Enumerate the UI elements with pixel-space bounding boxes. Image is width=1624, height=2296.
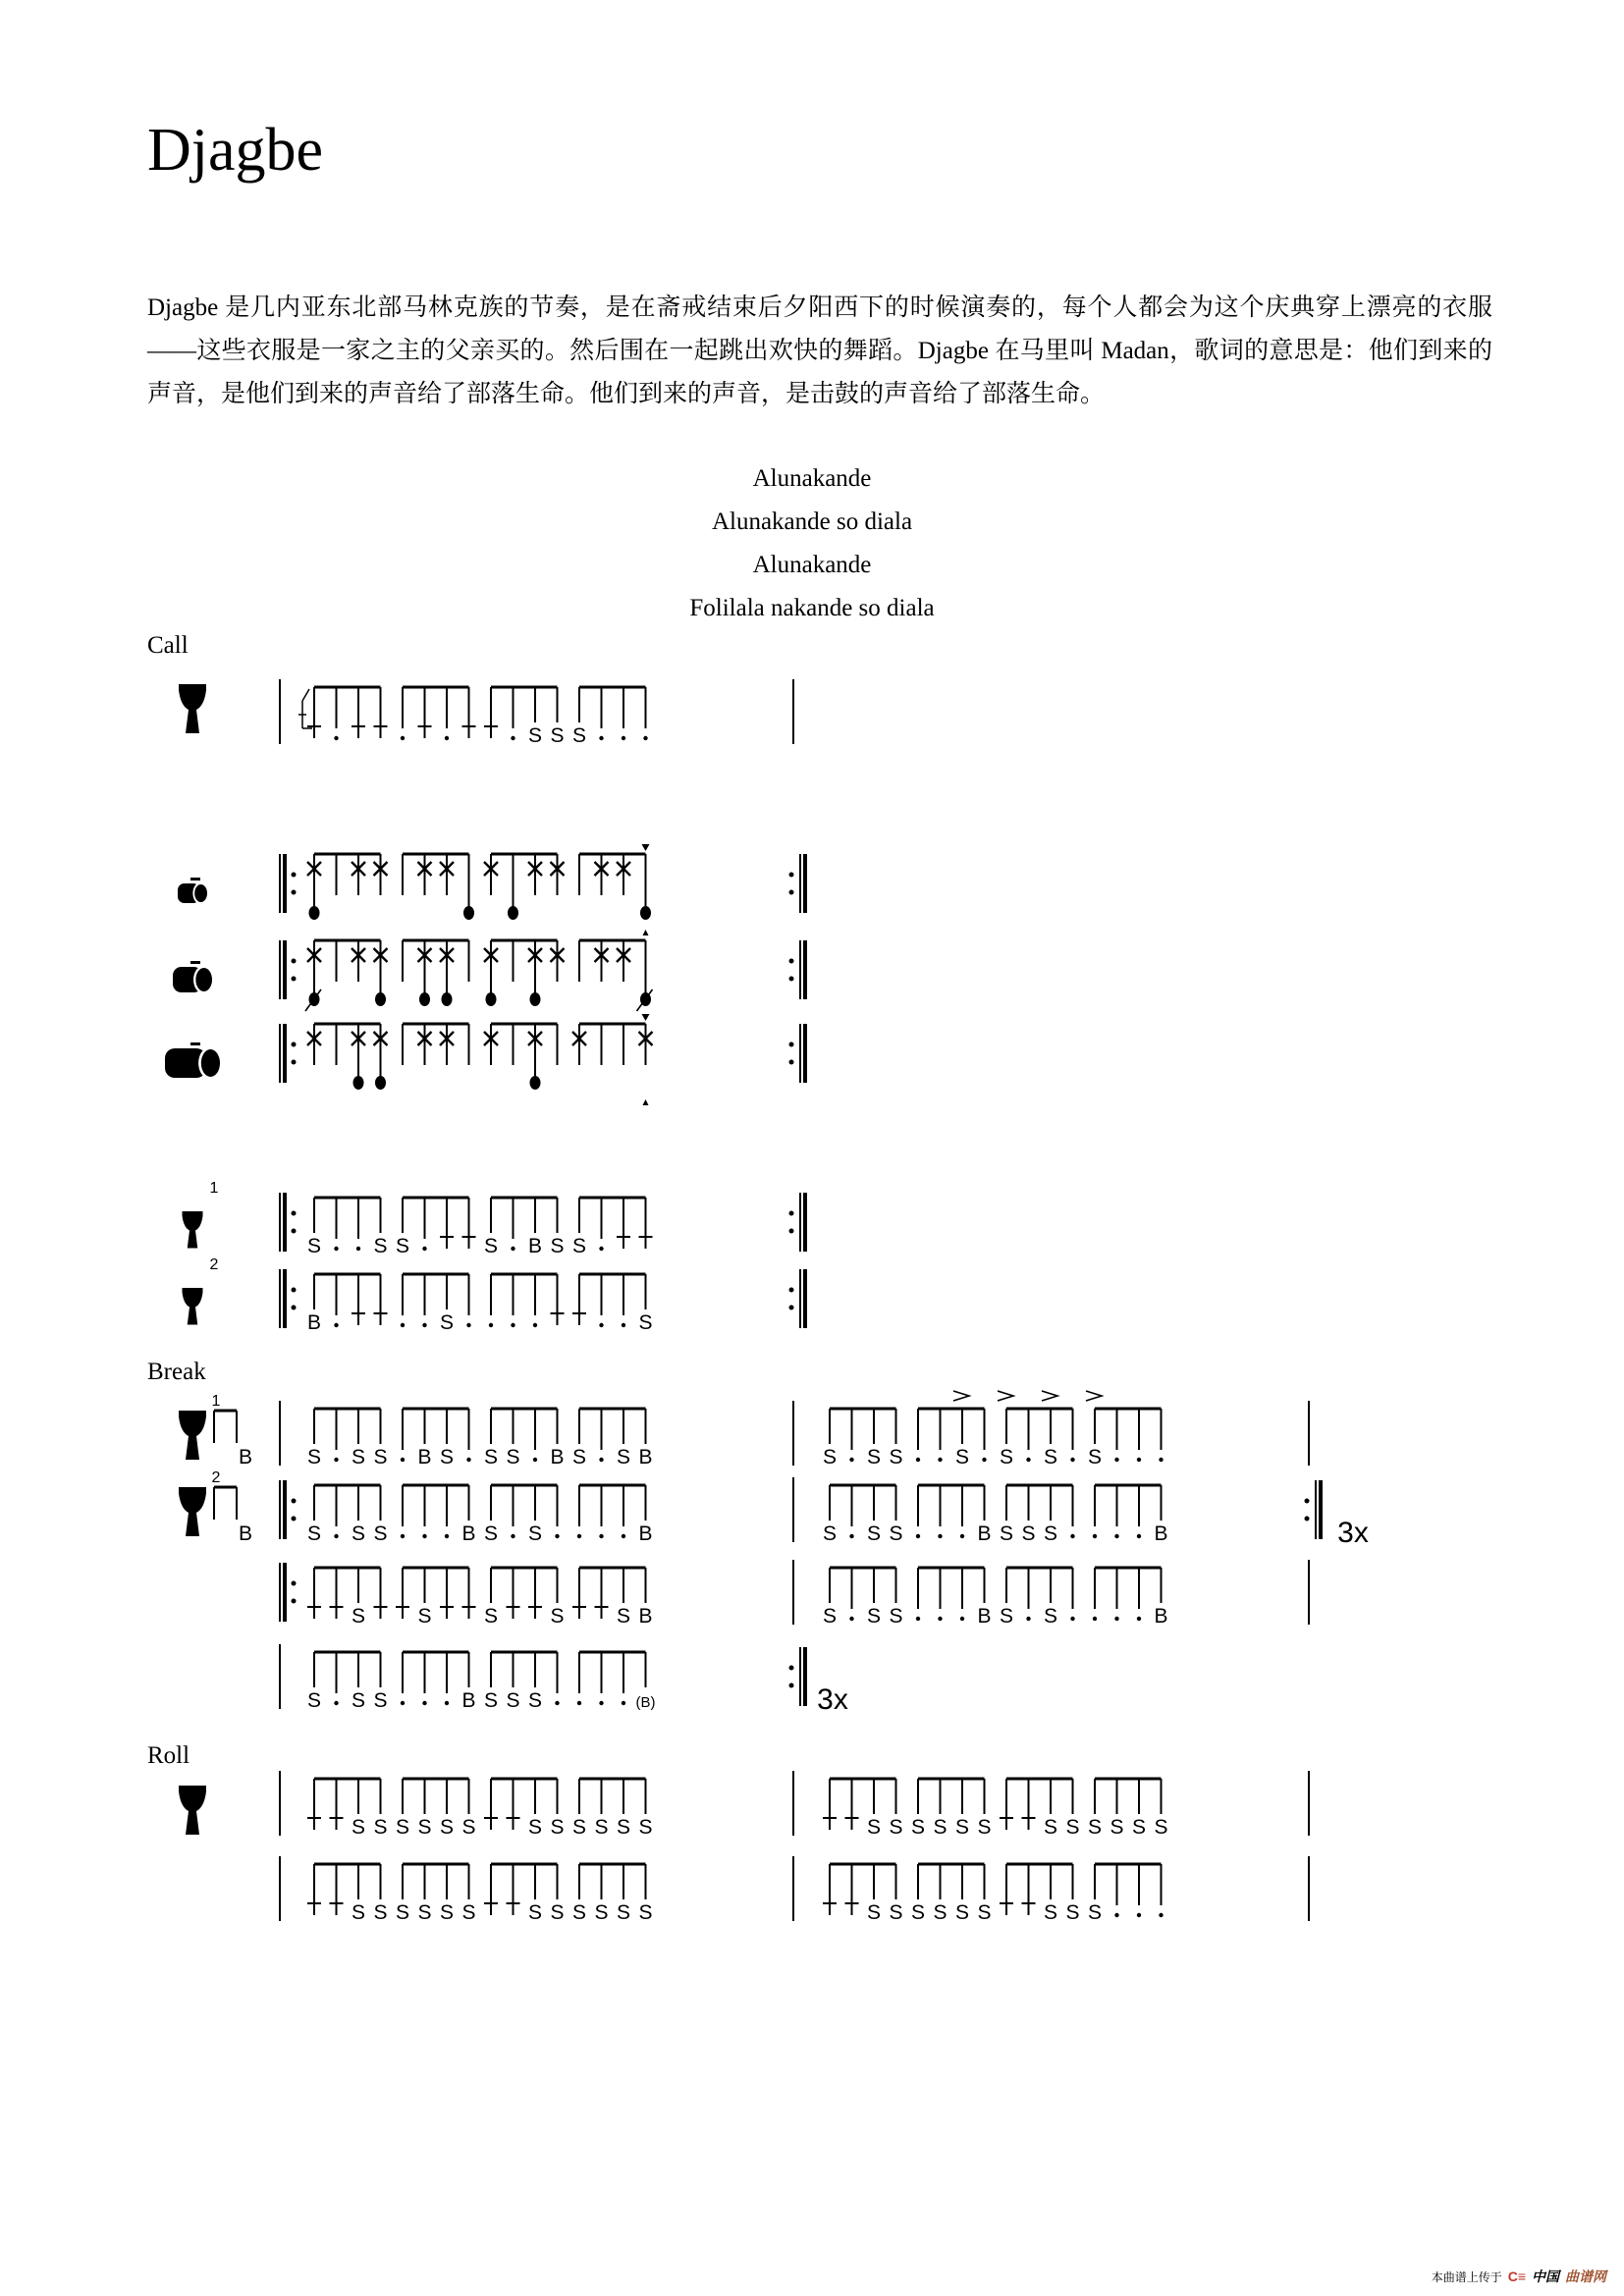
lyric-line: Folilala nakande so diala <box>689 595 935 621</box>
stroke-b: B <box>527 1235 543 1257</box>
stroke-s: S <box>395 1235 410 1257</box>
rest-dot <box>334 1534 338 1538</box>
stroke-s: S <box>1065 1901 1080 1924</box>
rest-dot <box>1070 1617 1074 1621</box>
stroke-s: S <box>889 1816 903 1839</box>
stroke-s: S <box>550 1816 565 1839</box>
stroke-s: S <box>822 1446 838 1468</box>
marker-up <box>643 1099 649 1105</box>
rest-dot <box>334 1701 338 1705</box>
stroke-s: S <box>571 1235 587 1257</box>
rest-dot <box>622 1323 625 1327</box>
accent-mark <box>953 1391 969 1401</box>
section-roll-label: Roll <box>147 1742 190 1769</box>
stroke-s: S <box>351 1816 366 1839</box>
stroke-s: S <box>999 1522 1014 1545</box>
stroke-s: S <box>822 1522 838 1545</box>
djembe-icon <box>179 1411 206 1460</box>
stroke-s: S <box>889 1901 903 1924</box>
stroke-b: B <box>1154 1522 1168 1545</box>
stroke-s: S <box>527 1689 543 1712</box>
rest-dot <box>555 1701 559 1705</box>
rest-dot <box>1114 1913 1118 1917</box>
stroke-b: B <box>238 1446 253 1468</box>
accent-mark <box>1086 1391 1102 1401</box>
stroke-s: S <box>351 1689 366 1712</box>
rest-dot <box>1093 1617 1097 1621</box>
stroke-s: S <box>1065 1816 1080 1839</box>
rest-dot <box>445 736 449 740</box>
stroke-s: S <box>954 1446 970 1468</box>
open-note <box>375 1076 386 1090</box>
rest-dot <box>511 736 514 740</box>
stroke-s: S <box>373 1816 388 1839</box>
stroke-s: S <box>571 1816 587 1839</box>
section-call-label: Call <box>147 632 189 659</box>
stroke-s: S <box>483 1235 499 1257</box>
open-note <box>309 906 320 920</box>
rest-dot <box>1026 1458 1030 1462</box>
break-row-1 <box>179 1391 1309 1468</box>
dundun-row-sangban <box>173 940 805 1011</box>
open-note <box>530 1076 541 1090</box>
stroke-s: S <box>594 1816 609 1839</box>
stroke-s: S <box>1043 1901 1058 1924</box>
stroke-s: S <box>483 1522 499 1545</box>
stroke-s: S <box>571 1901 587 1924</box>
rest-dot <box>1137 1913 1141 1917</box>
stroke-s: S <box>866 1522 882 1545</box>
djembe-part-1 <box>183 1180 806 1257</box>
stroke-s: S <box>1087 1901 1103 1924</box>
stroke-b: B <box>1154 1605 1168 1628</box>
stroke-s: S <box>306 1446 322 1468</box>
marker-up <box>643 930 649 935</box>
stroke-s: S <box>506 1689 520 1712</box>
stroke-s: S <box>306 1522 322 1545</box>
stroke-s: S <box>439 1311 455 1334</box>
stroke-s: S <box>616 1605 631 1628</box>
stroke-s: S <box>933 1816 947 1839</box>
rest-dot <box>849 1458 853 1462</box>
marker-down <box>642 844 650 851</box>
rest-dot <box>643 736 647 740</box>
stroke-s: S <box>550 1235 565 1257</box>
rest-dot <box>1137 1534 1141 1538</box>
stroke-s: S <box>439 1901 455 1924</box>
rest-dot <box>533 1323 537 1327</box>
stroke-s: S <box>1043 1816 1058 1839</box>
rest-dot <box>1070 1534 1074 1538</box>
rest-dot <box>960 1617 964 1621</box>
stroke-b: B <box>306 1311 322 1334</box>
rest-dot <box>577 1701 581 1705</box>
rest-dot <box>356 1247 360 1251</box>
rest-dot <box>555 1534 559 1538</box>
open-note <box>419 992 430 1006</box>
rest-dot <box>599 1458 603 1462</box>
rest-dot <box>622 1534 625 1538</box>
stroke-s: S <box>977 1816 992 1839</box>
stroke-s: S <box>571 724 587 747</box>
rest-dot <box>1114 1617 1118 1621</box>
djembe-icon <box>183 1288 203 1325</box>
stroke-s: S <box>351 1605 366 1628</box>
part-number: 1 <box>209 1180 219 1197</box>
stroke-s: S <box>439 1816 455 1839</box>
page-title: Djagbe <box>147 117 324 184</box>
rest-dot <box>622 1701 625 1705</box>
brand-logo-icon: C≡ <box>1507 2269 1526 2284</box>
stroke-b: B <box>550 1446 565 1468</box>
roll-row-1 <box>179 1771 1309 1839</box>
stroke-s: S <box>1154 1816 1168 1839</box>
stroke-s: S <box>550 1605 565 1628</box>
stroke-s: S <box>954 1901 970 1924</box>
stroke-b: B <box>977 1522 992 1545</box>
rest-dot <box>334 736 338 740</box>
part-number: 2 <box>211 1469 221 1486</box>
lyric-line: Alunakande <box>752 552 872 578</box>
stroke-s: S <box>638 1311 653 1334</box>
stroke-s: S <box>616 1816 631 1839</box>
stroke-b: B <box>461 1689 476 1712</box>
stroke-s: S <box>571 1446 587 1468</box>
stroke-s: S <box>866 1901 882 1924</box>
part-number: 2 <box>209 1256 219 1273</box>
rest-dot <box>960 1534 964 1538</box>
break-row-2 <box>179 1469 1369 1549</box>
stroke-b: B <box>638 1446 653 1468</box>
stroke-s: S <box>417 1901 432 1924</box>
stroke-s: S <box>527 1522 543 1545</box>
stroke-s: S <box>866 1446 882 1468</box>
rest-dot <box>1093 1534 1097 1538</box>
rest-dot <box>401 1458 405 1462</box>
stroke-s: S <box>351 1446 366 1468</box>
rest-dot <box>422 1534 426 1538</box>
rest-dot <box>1137 1458 1141 1462</box>
stroke-s: S <box>550 724 565 747</box>
stroke-s: S <box>395 1816 410 1839</box>
open-note <box>486 992 497 1006</box>
stroke-s: S <box>999 1446 1014 1468</box>
rest-dot <box>599 1323 603 1327</box>
rest-dot <box>466 1458 470 1462</box>
rest-dot <box>401 1701 405 1705</box>
brand-name-b: 曲谱网 <box>1565 2269 1606 2284</box>
rest-dot <box>599 1534 603 1538</box>
open-note <box>442 992 453 1006</box>
stroke-s: S <box>461 1901 476 1924</box>
lyric-line: Alunakande so diala <box>711 508 913 535</box>
stroke-b: B <box>977 1605 992 1628</box>
rest-dot <box>511 1323 514 1327</box>
stroke-s: S <box>373 1446 388 1468</box>
rest-dot <box>511 1534 514 1538</box>
marker-down <box>642 1014 650 1021</box>
stroke-s: S <box>461 1816 476 1839</box>
stroke-s: S <box>306 1689 322 1712</box>
repeat-count: 3x <box>817 1683 848 1716</box>
dundun-row-doundounba <box>165 1014 805 1105</box>
stroke-s: S <box>373 1522 388 1545</box>
stroke-s: S <box>999 1605 1014 1628</box>
rest-dot <box>511 1247 514 1251</box>
djembe-icon <box>179 1487 206 1536</box>
brand-name-a: 中国 <box>1532 2269 1559 2284</box>
rest-dot <box>422 1247 426 1251</box>
rest-dot <box>1070 1458 1074 1462</box>
roll-row-2 <box>280 1856 1309 1924</box>
open-note <box>375 992 386 1006</box>
rest-dot <box>599 736 603 740</box>
stroke-s: S <box>889 1522 903 1545</box>
rest-dot <box>489 1323 493 1327</box>
stroke-s: S <box>910 1816 926 1839</box>
stroke-s: S <box>527 1816 543 1839</box>
rest-dot <box>533 1458 537 1462</box>
stroke-b: B <box>638 1522 653 1545</box>
stroke-s: S <box>1043 1605 1058 1628</box>
accent-mark <box>998 1391 1013 1401</box>
stroke-s: S <box>417 1605 432 1628</box>
open-note <box>508 906 518 920</box>
djembe-part-2 <box>183 1256 806 1334</box>
section-break-label: Break <box>147 1359 206 1385</box>
intro-paragraph: Djagbe 是几内亚东北部马林克族的节奏，是在斋戒结束后夕阳西下的时候演奏的，每个人都会为这个庆典穿上漂亮的衣服——这些衣服是一家之主的父亲买的。然后围在一起跳出欢快的舞蹈。Djagbe 在马里叫 Madan，歌词的意思是：他们到来的声音，是他们到来的声音给了部落生命。他们到来的声音，是击鼓的声音给了部落生命。 <box>147 294 1492 407</box>
rest-dot <box>1114 1458 1118 1462</box>
rest-dot <box>445 1701 449 1705</box>
rest-dot <box>1159 1458 1163 1462</box>
rest-dot <box>401 1534 405 1538</box>
stroke-s: S <box>483 1605 499 1628</box>
stroke-s: S <box>933 1901 947 1924</box>
rest-dot <box>938 1534 942 1538</box>
accent-mark <box>1042 1391 1057 1401</box>
sangban-icon <box>173 961 213 993</box>
djembe-icon <box>179 684 206 733</box>
stroke-s: S <box>306 1235 322 1257</box>
rest-dot <box>445 1534 449 1538</box>
stroke-b: B <box>417 1446 432 1468</box>
stroke-s: S <box>1087 1446 1103 1468</box>
stroke-s: S <box>889 1605 903 1628</box>
doundounba-icon <box>165 1042 221 1079</box>
stroke-s: S <box>866 1605 882 1628</box>
footer-credit <box>1432 2267 1606 2286</box>
stroke-b: B <box>238 1522 253 1545</box>
uploaded-label: 本曲谱上传于 <box>1431 2269 1502 2284</box>
stroke-b: (B) <box>635 1694 656 1711</box>
stroke-s: S <box>527 1901 543 1924</box>
rest-dot <box>599 1701 603 1705</box>
stroke-s: S <box>616 1901 631 1924</box>
rest-dot <box>577 1534 581 1538</box>
rest-dot <box>334 1247 338 1251</box>
stroke-s: S <box>1131 1816 1147 1839</box>
stroke-s: S <box>1110 1816 1124 1839</box>
call-row <box>179 679 793 747</box>
rest-dot <box>401 736 405 740</box>
rest-dot <box>334 1458 338 1462</box>
stroke-s: S <box>550 1901 565 1924</box>
rest-dot <box>849 1617 853 1621</box>
part-number: 1 <box>211 1393 221 1410</box>
stroke-s: S <box>1021 1522 1036 1545</box>
rest-dot <box>466 1323 470 1327</box>
stroke-s: S <box>954 1816 970 1839</box>
stroke-b: B <box>461 1522 476 1545</box>
rest-dot <box>916 1617 920 1621</box>
stroke-s: S <box>889 1446 903 1468</box>
stroke-s: S <box>910 1901 926 1924</box>
rest-dot <box>401 1323 405 1327</box>
stroke-s: S <box>483 1689 499 1712</box>
open-note <box>530 992 541 1006</box>
stroke-s: S <box>351 1522 366 1545</box>
stroke-s: S <box>638 1901 653 1924</box>
stroke-s: S <box>866 1816 882 1839</box>
open-note <box>353 1076 364 1090</box>
rest-dot <box>849 1534 853 1538</box>
stroke-s: S <box>395 1901 410 1924</box>
open-note <box>640 906 651 920</box>
dundun-row-kenkeni <box>178 844 805 935</box>
rest-dot <box>622 736 625 740</box>
repeat-count: 3x <box>1337 1517 1369 1549</box>
stroke-s: S <box>977 1901 992 1924</box>
djembe-icon <box>183 1211 203 1249</box>
stroke-s: S <box>351 1901 366 1924</box>
stroke-s: S <box>638 1816 653 1839</box>
stroke-s: S <box>373 1235 388 1257</box>
rest-dot <box>916 1458 920 1462</box>
stroke-s: S <box>483 1446 499 1468</box>
rest-dot <box>1026 1617 1030 1621</box>
stroke-s: S <box>373 1901 388 1924</box>
rest-dot <box>1137 1617 1141 1621</box>
rest-dot <box>422 1323 426 1327</box>
stroke-s: S <box>439 1446 455 1468</box>
stroke-s: S <box>1087 1816 1103 1839</box>
break-row-3 <box>280 1560 1309 1628</box>
stroke-s: S <box>506 1446 520 1468</box>
rest-dot <box>938 1617 942 1621</box>
stroke-s: S <box>417 1816 432 1839</box>
stroke-s: S <box>1043 1522 1058 1545</box>
rest-dot <box>334 1323 338 1327</box>
rest-dot <box>1159 1913 1163 1917</box>
rest-dot <box>938 1458 942 1462</box>
stroke-s: S <box>822 1605 838 1628</box>
rest-dot <box>422 1701 426 1705</box>
rest-dot <box>599 1247 603 1251</box>
stroke-s: S <box>1043 1446 1058 1468</box>
stroke-s: S <box>527 724 543 747</box>
break-row-4 <box>280 1644 848 1716</box>
rest-dot <box>982 1458 986 1462</box>
stroke-s: S <box>373 1689 388 1712</box>
stroke-s: S <box>616 1446 631 1468</box>
djembe-icon <box>179 1786 206 1835</box>
rest-dot <box>916 1534 920 1538</box>
kenkeni-icon <box>178 878 208 904</box>
stroke-b: B <box>638 1605 653 1628</box>
open-note <box>463 906 474 920</box>
rest-dot <box>1114 1534 1118 1538</box>
stroke-s: S <box>594 1901 609 1924</box>
lyric-line: Alunakande <box>752 465 872 492</box>
